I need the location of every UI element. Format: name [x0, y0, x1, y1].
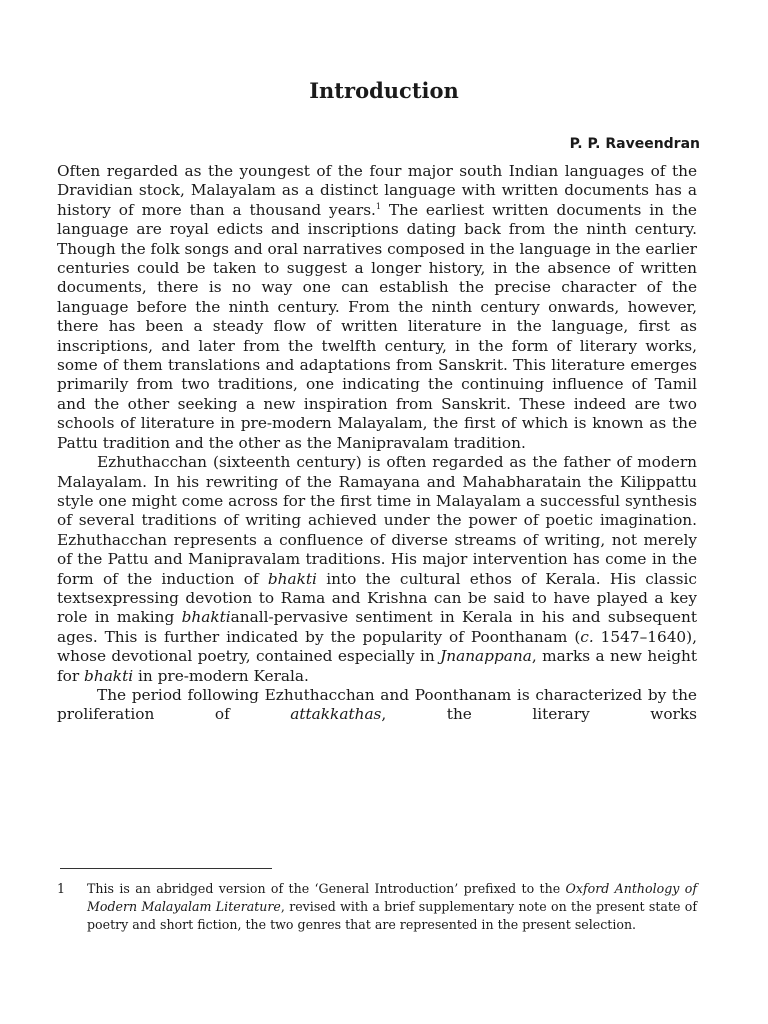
text-run: in pre-modern Kerala. — [133, 666, 309, 685]
text-run: Ezhuthacchan (sixteenth century) is often regarded as the father of modern Malayalam. In his rewriting of the Ramayana and Mahabharatain the Kilippattu style one might come across for the first time in Malayalam a successful synthesis of several traditions of writing achieved under the power of poetic imagination. Ezhuthacchan represents a confluence of diverse streams of writing, not merely of the Pattu and Manipravalam traditions. His major intervention has come in the form of the induction of — [57, 453, 697, 588]
italic-text: Jnanappana — [440, 647, 532, 666]
footnote-text — [87, 880, 697, 935]
italic-text: c. — [580, 627, 594, 646]
text-run: into the cultural ethos of Kerala. His classic textsexpressing devotion to Rama and Krishna can be said to have played a key role in making — [57, 569, 697, 627]
text-run: The period following Ezhuthacchan and Poonthanam is characterized by the proliferation of — [57, 685, 697, 724]
footnote-ref: 1 — [375, 201, 381, 211]
author-name: P. P. Raveendran — [569, 136, 700, 152]
italic-text: attakkathas — [290, 705, 382, 724]
text-run: Often regarded as the youngest of the four major south Indian languages of the Dravidian stock, Malayalam as a distinct language with written documents has a history of more than a thousand years. — [57, 162, 697, 219]
text-run: anall-pervasive sentiment in Kerala in his and subsequent ages. This is further indicated by the popularity of Poonthanam ( — [57, 608, 697, 646]
italic-text: bhakti — [181, 608, 231, 627]
text-run: This is an abridged version of the ‘General Introduction’ prefixed to the — [87, 881, 566, 896]
italic-text: bhakti — [84, 666, 134, 685]
footnote-divider — [60, 868, 272, 869]
italic-text: Oxford Anthology of Modern Malayalam Literature — [87, 881, 698, 915]
paragraph — [57, 453, 697, 686]
page-title: Introduction — [309, 78, 459, 103]
body-text — [57, 162, 697, 725]
text-run: 1547–1640), whose devotional poetry, contained especially in — [57, 627, 697, 666]
footnote — [57, 880, 697, 935]
text-run: The earliest written documents in the language are royal edicts and inscriptions dating back from the ninth century. Though the folk songs and oral narratives composed in the language in the earlier centuries could be taken to suggest a longer history, in the absence of written documents, there is no way one can establish the precise character of the language before the ninth century. From the ninth century onwards, however, there has been a steady flow of written literature in the language, first as inscriptions, and later from the twelfth century, in the form of literary works, some of them translations and adaptations from Sanskrit. This literature emerges primarily from two traditions, one indicating the continuing influence of Tamil and the other seeking a new inspiration from Sanskrit. These indeed are two schools of literature in pre-modern Malayalam, the first of which is known as the Pattu tradition and the other as the Manipravalam tradition. — [57, 200, 697, 452]
text-run: , marks a new height for — [57, 647, 697, 685]
text-run: , revised with a brief supplementary note on the present state of poetry and short fiction, the two genres that are represented in the present selection. — [87, 899, 698, 933]
italic-text: bhakti — [267, 569, 317, 588]
text-run: , the literary works — [381, 705, 697, 724]
paragraph — [57, 686, 697, 725]
paragraph — [57, 162, 697, 453]
footnote-number: 1 — [57, 881, 66, 896]
